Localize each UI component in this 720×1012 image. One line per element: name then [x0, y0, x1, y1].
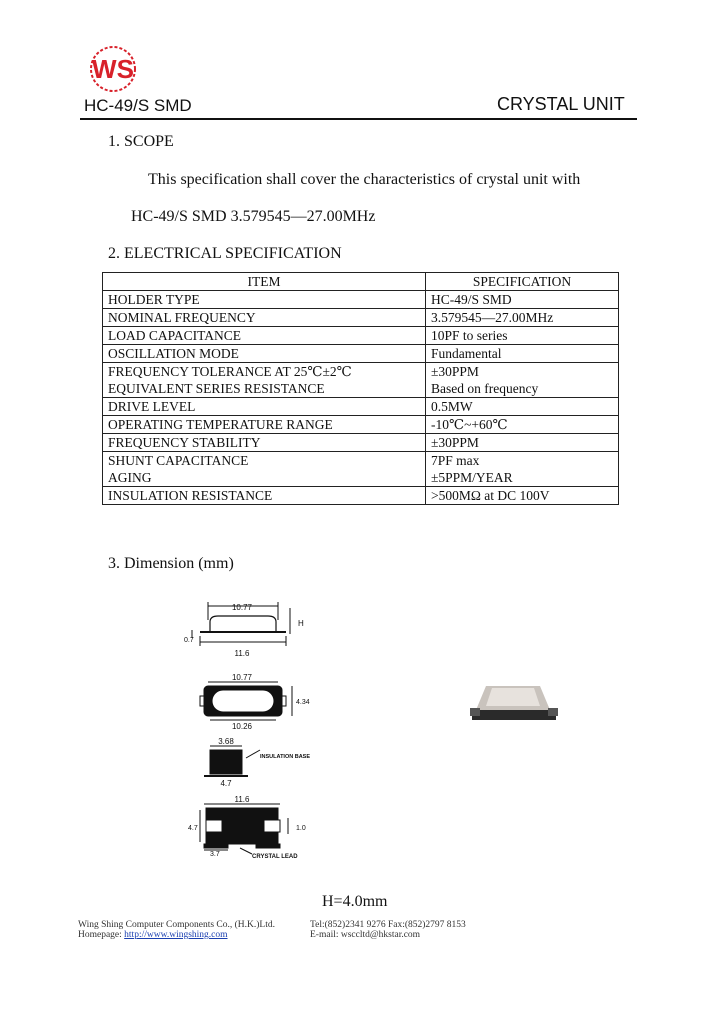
crystal-lead-label: CRYSTAL LEAD: [252, 854, 298, 860]
dim-pad-bottom: 3.7: [210, 851, 220, 858]
dim-side-left: 0.7: [184, 637, 194, 644]
item-cell: [103, 487, 426, 505]
table-row: [103, 398, 619, 416]
item-label: FREQUENCY STABILITY: [108, 435, 261, 450]
item-label: LOAD CAPACITANCE: [108, 328, 242, 343]
homepage-label: Homepage:: [78, 930, 122, 940]
item-cell: [103, 327, 426, 345]
scope-text-line-2: HC-49/S SMD 3.579545—27.00MHz: [131, 208, 376, 225]
spec-value: HC-49/S SMD: [431, 292, 512, 307]
dim-pad-left: 4.7: [188, 825, 198, 832]
spec-cell: [426, 327, 619, 345]
item-label: AGING: [108, 470, 152, 485]
spec-value: ±30PPM: [431, 364, 479, 379]
item-cell: [103, 309, 426, 327]
dim-base-width: 3.68: [218, 737, 234, 746]
product-photo: [470, 680, 560, 724]
item-cell: [103, 398, 426, 416]
item-cell: [103, 363, 426, 398]
homepage-line: [78, 930, 228, 940]
spec-cell: [426, 416, 619, 434]
item-cell: [103, 416, 426, 434]
electrical-spec-heading: 2. ELECTRICAL SPECIFICATION: [108, 245, 342, 262]
spec-cell: [426, 398, 619, 416]
col-header-item: ITEM: [103, 273, 426, 291]
dim-top-width: 10.77: [231, 603, 253, 612]
spec-cell: [426, 487, 619, 505]
header-divider: [80, 118, 637, 120]
item-label: EQUIVALENT SERIES RESISTANCE: [108, 381, 325, 396]
spec-value: Fundamental: [431, 346, 502, 361]
scope-text-line-1: This specification shall cover the characteristics of crystal unit with: [148, 171, 581, 188]
table-row: [103, 416, 619, 434]
dim-plan-height: 4.34: [296, 699, 310, 706]
item-label: INSULATION RESISTANCE: [108, 488, 273, 503]
company-name: Wing Shing Computer Components Co., (H.K.)Ltd.: [78, 920, 275, 930]
table-row: [103, 452, 619, 487]
spec-cell: [426, 434, 619, 452]
table-row: [103, 363, 619, 398]
document-title: CRYSTAL UNIT: [497, 94, 625, 114]
spec-value: -10℃~+60℃: [431, 417, 508, 432]
homepage-link[interactable]: http://www.wingshing.com: [124, 930, 228, 940]
spec-value: ±30PPM: [431, 435, 479, 450]
spec-cell: [426, 291, 619, 309]
plan-view: [200, 682, 292, 720]
spec-value: Based on frequency: [431, 381, 539, 396]
height-note: H=4.0mm: [322, 893, 388, 910]
company-logo: [78, 44, 148, 94]
base-view: [204, 746, 260, 776]
spec-value: 10PF to series: [431, 328, 508, 343]
dim-height-label: H: [298, 619, 304, 628]
table-row: [103, 309, 619, 327]
email-label: E-mail:: [310, 930, 339, 940]
spec-value: 0.5MW: [431, 399, 473, 414]
model-title: HC-49/S SMD: [84, 96, 192, 115]
item-label: NOMINAL FREQUENCY: [108, 310, 256, 325]
dimension-heading: 3. Dimension (mm): [108, 555, 234, 572]
spec-cell: [426, 309, 619, 327]
dim-plan-inner: 10.26: [231, 722, 253, 731]
item-label: SHUNT CAPACITANCE: [108, 453, 249, 468]
pad-view: [200, 804, 288, 854]
logo-text: WS: [92, 54, 134, 84]
dim-plan-width: 10.77: [231, 673, 253, 682]
dimension-drawing: [180, 598, 340, 868]
spec-value: 7PF max: [431, 453, 480, 468]
tel-fax: Tel:(852)2341 9276 Fax:(852)2797 8153: [310, 920, 466, 930]
dim-bottom-width: 11.6: [234, 649, 250, 658]
dim-pad-width: 11.6: [234, 795, 250, 804]
dim-pad-right: 1.0: [296, 825, 306, 832]
spec-cell: [426, 452, 619, 487]
item-label: FREQUENCY TOLERANCE AT 25℃±2℃: [108, 364, 352, 379]
table-header-row: [103, 273, 619, 291]
email-address[interactable]: wsccltd@hkstar.com: [340, 930, 421, 940]
insulation-base-label: INSULATION BASE: [260, 754, 311, 760]
item-label: DRIVE LEVEL: [108, 399, 196, 414]
table-row: [103, 345, 619, 363]
electrical-spec-table: [102, 272, 619, 505]
spec-value: ±5PPM/YEAR: [431, 470, 513, 485]
scope-heading: 1. SCOPE: [108, 133, 174, 150]
table-row: [103, 291, 619, 309]
spec-cell: [426, 363, 619, 398]
item-label: OSCILLATION MODE: [108, 346, 239, 361]
item-cell: [103, 452, 426, 487]
item-cell: [103, 291, 426, 309]
table-row: [103, 434, 619, 452]
spec-value: >500MΩ at DC 100V: [431, 488, 550, 503]
spec-value: 3.579545—27.00MHz: [431, 310, 554, 325]
item-label: OPERATING TEMPERATURE RANGE: [108, 417, 333, 432]
dim-base-bottom: 4.7: [220, 779, 232, 788]
item-label: HOLDER TYPE: [108, 292, 200, 307]
table-row: [103, 487, 619, 505]
email-line: [310, 930, 420, 940]
item-cell: [103, 345, 426, 363]
table-row: [103, 327, 619, 345]
col-header-spec: SPECIFICATION: [426, 273, 619, 291]
item-cell: [103, 434, 426, 452]
spec-cell: [426, 345, 619, 363]
